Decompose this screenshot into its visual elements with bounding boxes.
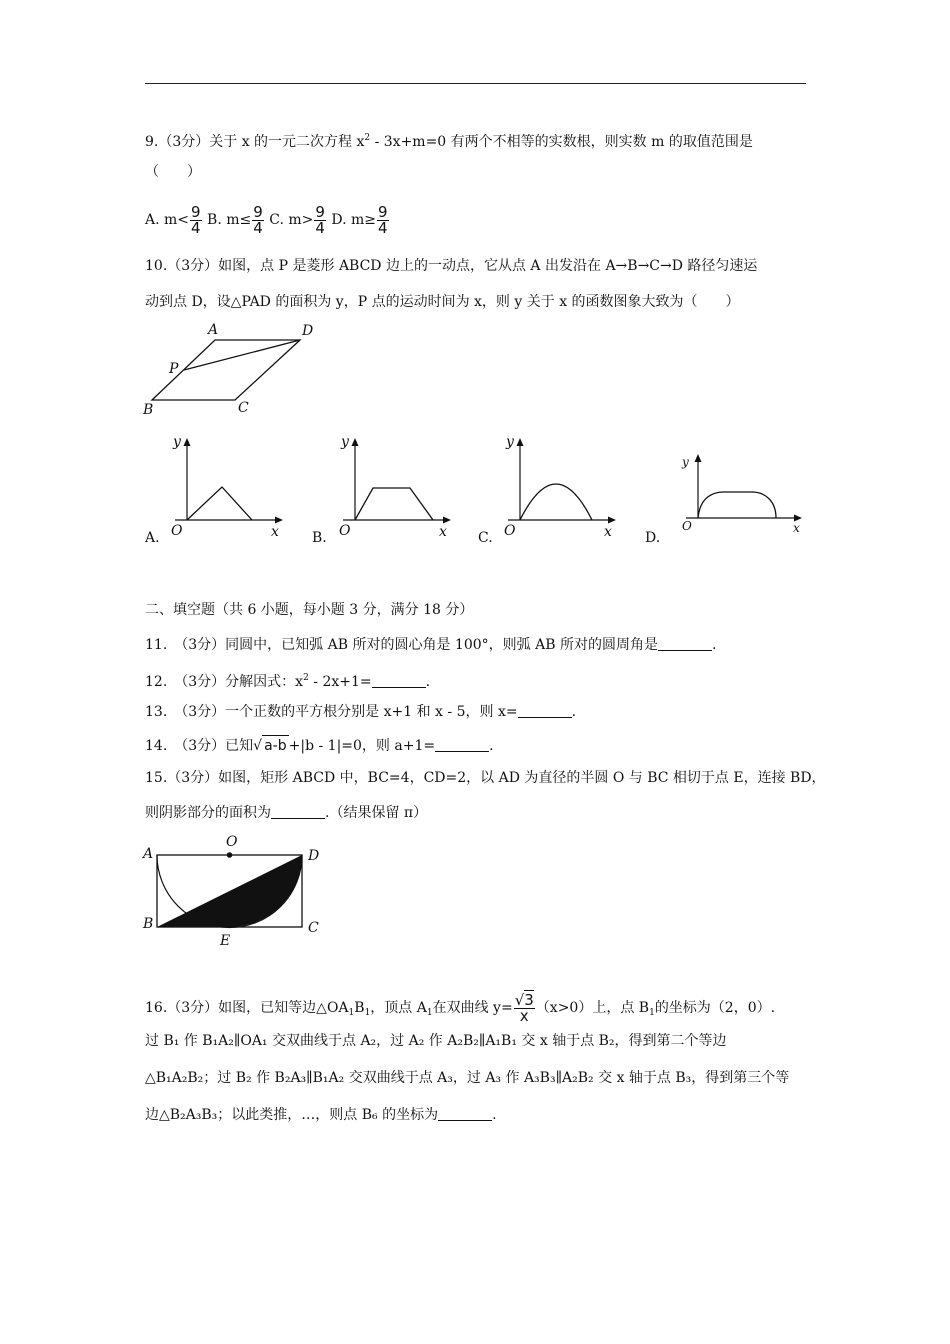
graph-a-y-label: y: [173, 434, 181, 450]
q16-stem-line2: 过 B₁ 作 B₁A₂∥OA₁ 交双曲线于点 A₂，过 A₂ 作 A₂B₂∥A₁B₁ 交 x 轴于点 B₂，得到第二个等边: [145, 1033, 727, 1049]
graph-c-y-label: y: [506, 434, 514, 450]
q15-answer-blank[interactable]: [271, 804, 325, 819]
q9-option-c[interactable]: C. m> $\frac{9}{4}$: [269, 202, 325, 237]
q12-stem: 12. （3分）分解因式：$x^2 - 2x+1=$ .: [145, 673, 431, 690]
q16-stem-line4: 边△B₂A₃B₃；以此类推，…，则点 B₆ 的坐标为 .: [145, 1107, 497, 1123]
graph-a-option-label: A.: [145, 530, 160, 546]
q11-answer-blank[interactable]: [658, 636, 712, 651]
fig15-label-d: D: [308, 848, 320, 864]
q11-stem: 11. （3分）同圆中，已知弧 AB 所对的圆心角是 100°，则弧 AB 所对的圆周角是 .: [145, 637, 717, 653]
rhombus-label-a: A: [208, 322, 219, 338]
q16-stem-line1: 16.（3分）如图，已知等边$\triangle OA_1B_1$，顶点 $A_1$在双曲线 y= $\frac{√3}{x}$ （x>0）上，点 $B_1$的坐标为（2，0）.: [145, 990, 776, 1025]
fig15-label-e: E: [220, 933, 231, 945]
graph-d-y-label: y: [682, 455, 689, 469]
q9-options: [145, 200, 390, 240]
graph-d-x-label: x: [793, 521, 800, 535]
graph-b-x-label: x: [439, 524, 447, 540]
graph-b-option-label: B.: [312, 530, 327, 546]
graph-c-origin-label: O: [504, 523, 516, 539]
q9-option-d[interactable]: D. m≥ $\frac{9}{4}$: [331, 202, 388, 237]
graph-option-c[interactable]: [498, 432, 623, 542]
graph-c-x-label: x: [604, 524, 612, 540]
fig15-label-b: B: [143, 916, 154, 932]
graph-d-origin-label: O: [682, 519, 692, 533]
q16-answer-blank[interactable]: [438, 1106, 492, 1121]
q9-stem: 9.（3分）关于 x 的一元二次方程 $x^2 - 3x+m=0$ 有两个不相等的实数根，则实数 m 的取值范围是: [145, 133, 753, 150]
fig15-label-c: C: [308, 920, 319, 936]
graph-option-a[interactable]: [165, 432, 290, 542]
graph-b-y-label: y: [341, 434, 349, 450]
rhombus-label-p: P: [169, 361, 179, 377]
q16-stem-line3: △B₁A₂B₂；过 B₂ 作 B₂A₃∥B₁A₂ 交双曲线于点 A₃，过 A₃ 作 A₃B₃∥A₂B₂ 交 x 轴于点 B₃，得到第三个等: [145, 1070, 790, 1086]
section-title: 二、填空题（共 6 小题，每小题 3 分，满分 18 分）: [145, 602, 474, 618]
q12-answer-blank[interactable]: [372, 673, 426, 688]
graph-a-origin-label: O: [171, 523, 183, 539]
graph-c-option-label: C.: [478, 530, 493, 546]
graph-b-origin-label: O: [339, 523, 351, 539]
graph-option-d[interactable]: [676, 450, 811, 542]
q10-stem-line2: 动到点 D，设△PAD 的面积为 y，P 点的运动时间为 x，则 y 关于 x 的函数图象大致为（ ）: [145, 294, 740, 310]
q14-answer-blank[interactable]: [435, 737, 489, 752]
rectangle-semicircle-figure: [140, 830, 330, 945]
q13-stem: 13. （3分）一个正数的平方根分别是 x+1 和 x - 5，则 x= .: [145, 704, 577, 720]
rhombus-label-d: D: [302, 323, 314, 339]
rhombus-label-b: B: [143, 402, 154, 418]
q15-stem-line1: 15.（3分）如图，矩形 ABCD 中，BC=4，CD=2，以 AD 为直径的半圆 O 与 BC 相切于点 E，连接 BD，: [145, 770, 826, 786]
q14-stem: 14. （3分）已知√ a-b +|b - 1|=0，则 a+1= .: [145, 735, 494, 756]
rhombus-figure: [140, 318, 340, 418]
q9-option-a[interactable]: A. m< $\frac{9}{4}$: [145, 202, 201, 237]
graph-d-option-label: D.: [645, 530, 661, 546]
graph-option-b[interactable]: [333, 432, 458, 542]
q10-stem-line1: 10.（3分）如图，点 P 是菱形 ABCD 边上的一动点，它从点 A 出发沿在 A→B→C→D 路径匀速运: [145, 258, 758, 274]
q9-option-b[interactable]: B. m≤ $\frac{9}{4}$: [207, 202, 263, 237]
q15-stem-line2: 则阴影部分的面积为 .（结果保留 π）: [145, 805, 428, 821]
q9-paren: （ ）: [145, 164, 201, 180]
header-rule: [145, 83, 806, 84]
rhombus-label-c: C: [238, 400, 249, 416]
graph-a-x-label: x: [271, 524, 279, 540]
q14-radicand: a-b: [262, 735, 289, 756]
q13-answer-blank[interactable]: [518, 703, 572, 718]
fig15-label-o: O: [226, 834, 238, 850]
fig15-label-a: A: [143, 846, 154, 862]
